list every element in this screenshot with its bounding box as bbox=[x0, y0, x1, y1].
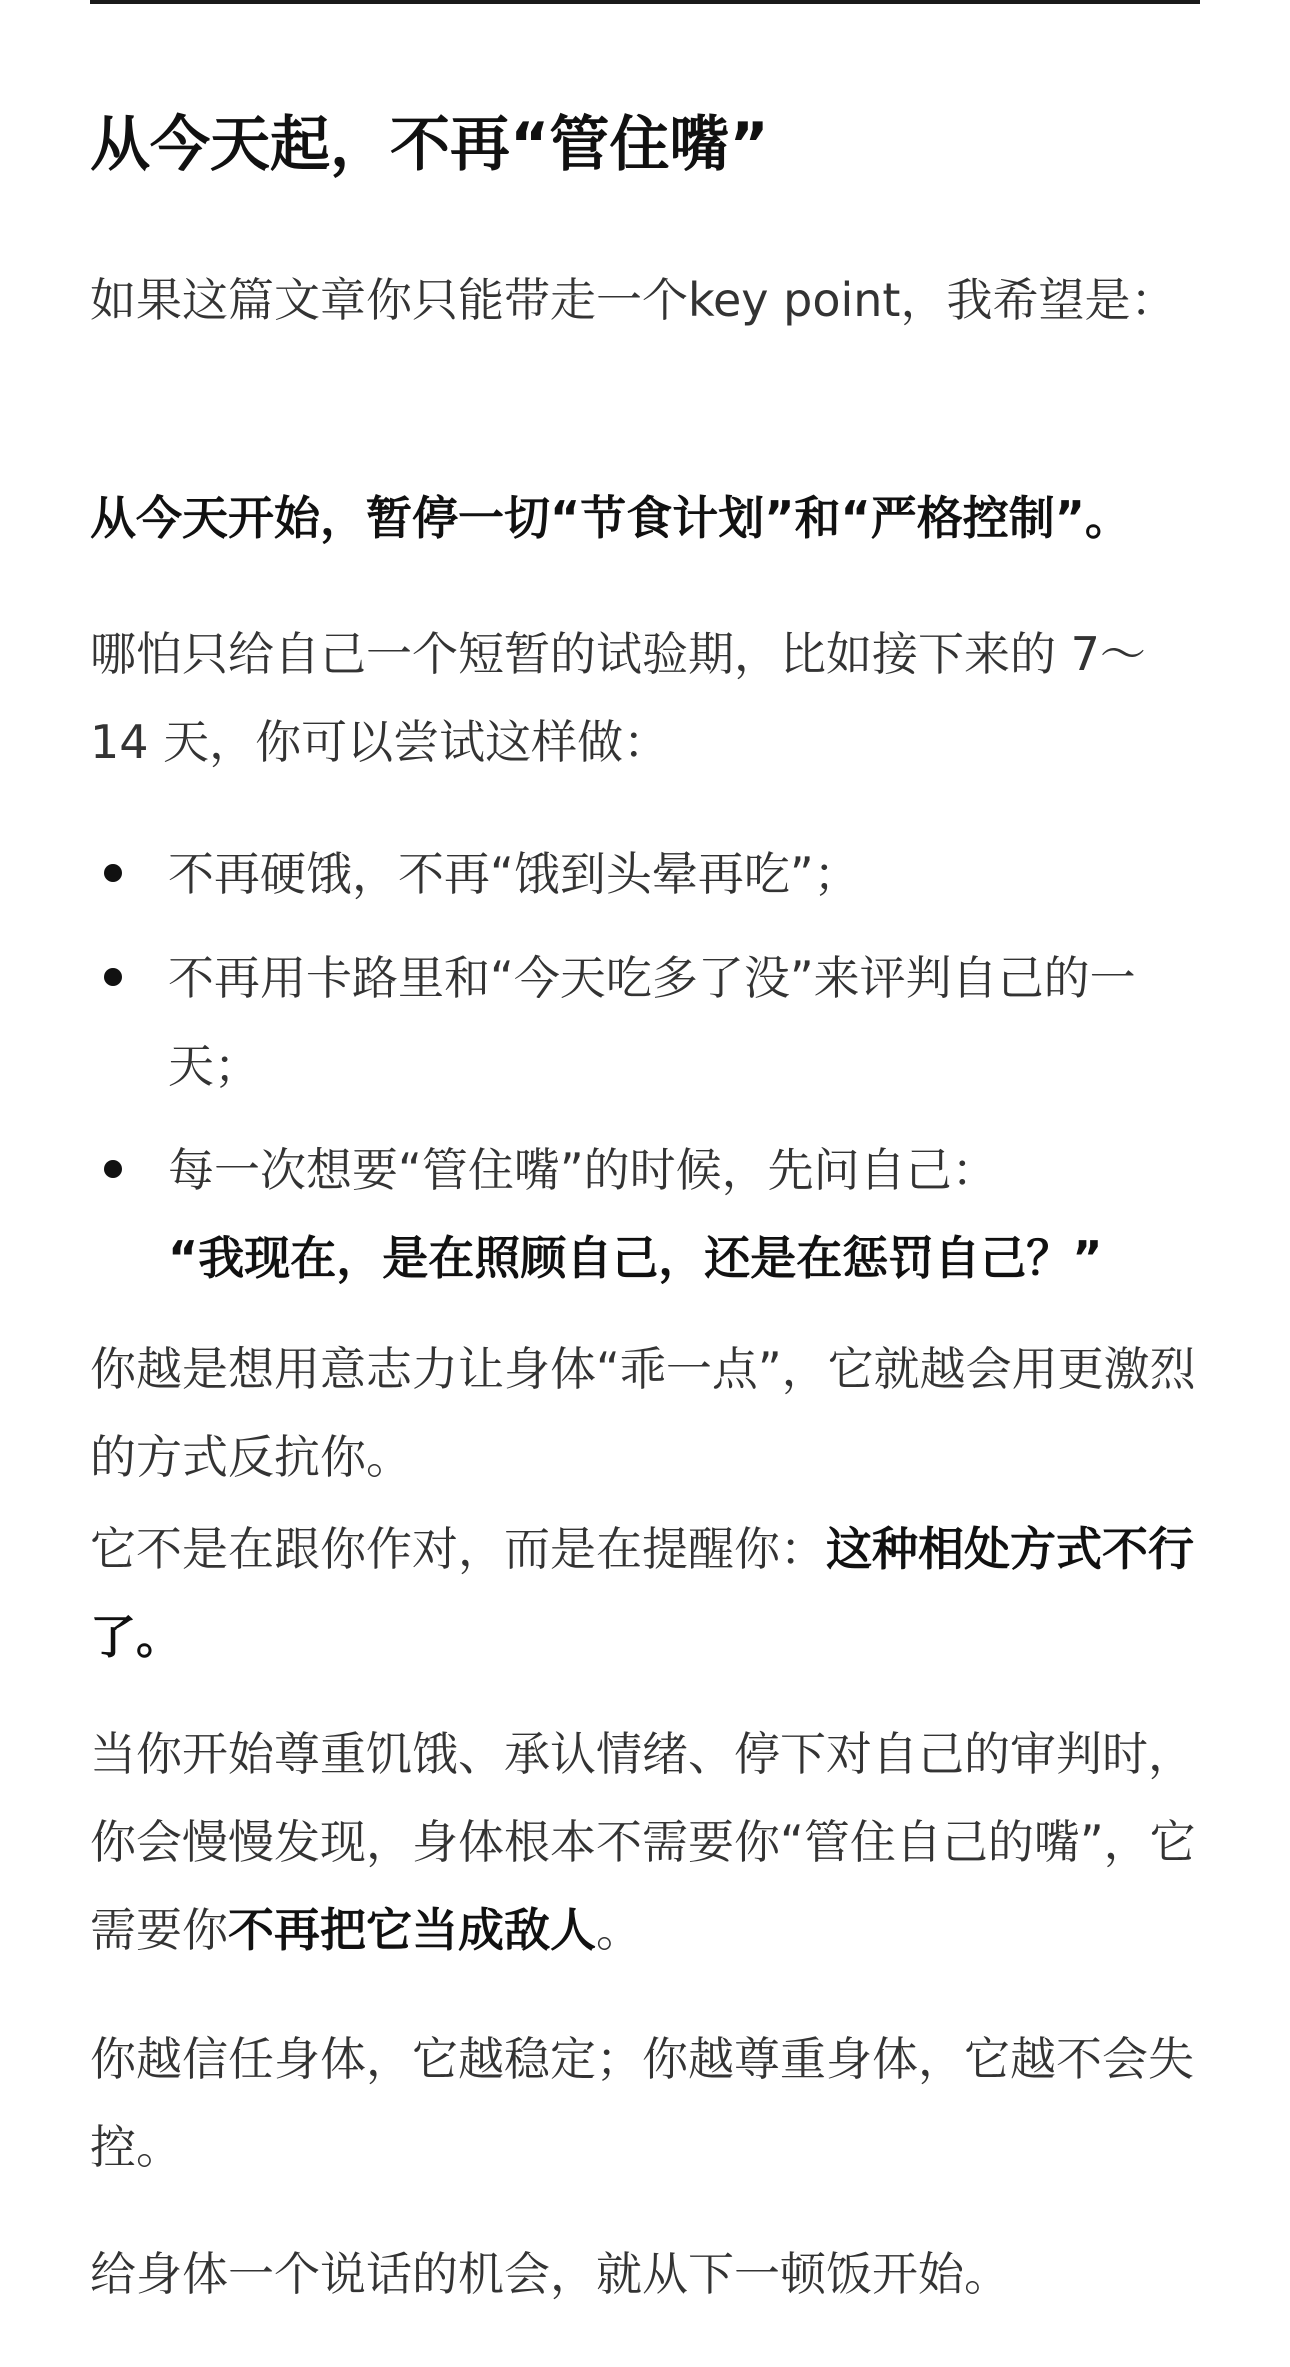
list-item-text: 每一次想要“管住嘴”的时候，先问自己： bbox=[168, 1143, 998, 1197]
resist-paragraph-1: 你越是想用意志力让身体“乖一点”，它就越会用更激烈的方式反抗你。 bbox=[90, 1342, 1196, 1484]
list-item bbox=[90, 1126, 1200, 1302]
resist-paragraph-2 bbox=[90, 1505, 1200, 1681]
list-item bbox=[90, 934, 1200, 1110]
bullet-dot-icon bbox=[104, 864, 122, 882]
respect-emphasis: 不再把它当成敌人 bbox=[228, 1903, 596, 1957]
trial-paragraph: 哪怕只给自己一个短暂的试验期，比如接下来的 7～14 天，你可以尝试这样做： bbox=[90, 627, 1146, 769]
list-item-text: 不再硬饿，不再“饿到头晕再吃”； bbox=[168, 847, 860, 901]
closing-line: 给身体一个说话的机会，就从下一顿饭开始。 bbox=[90, 2247, 1010, 2301]
respect-end: 。 bbox=[596, 1903, 642, 1957]
respect-paragraph bbox=[90, 1710, 1200, 1974]
list-item bbox=[90, 830, 1200, 918]
bullet-dot-icon bbox=[104, 1160, 122, 1178]
article-title: 从今天起，不再“管住嘴” bbox=[90, 110, 769, 180]
suggestion-list bbox=[90, 830, 1200, 1318]
key-point: 从今天开始，暂停一切“节食计划”和“严格控制”。 bbox=[90, 491, 1131, 545]
respect-text: 当你开始尊重饥饿、承认情绪、停下对自己的审判时，你会慢慢发现，身体根本不需要你“管住自己的嘴”，它需要你 bbox=[90, 1727, 1196, 1957]
self-question: “我现在，是在照顾自己，还是在惩罚自己？” bbox=[168, 1231, 1103, 1285]
trust-paragraph: 你越信任身体，它越稳定；你越尊重身体，它越不会失控。 bbox=[90, 2032, 1194, 2174]
top-divider bbox=[90, 0, 1200, 4]
list-item-text: 不再用卡路里和“今天吃多了没”来评判自己的一天； bbox=[168, 951, 1136, 1093]
resist-emphasis: 这种相处方式不行了。 bbox=[90, 1522, 1194, 1664]
bullet-dot-icon bbox=[104, 968, 122, 986]
intro-paragraph: 如果这篇文章你只能带走一个key point，我希望是： bbox=[90, 273, 1177, 327]
resist-text: 它不是在跟你作对，而是在提醒你： bbox=[90, 1522, 826, 1576]
